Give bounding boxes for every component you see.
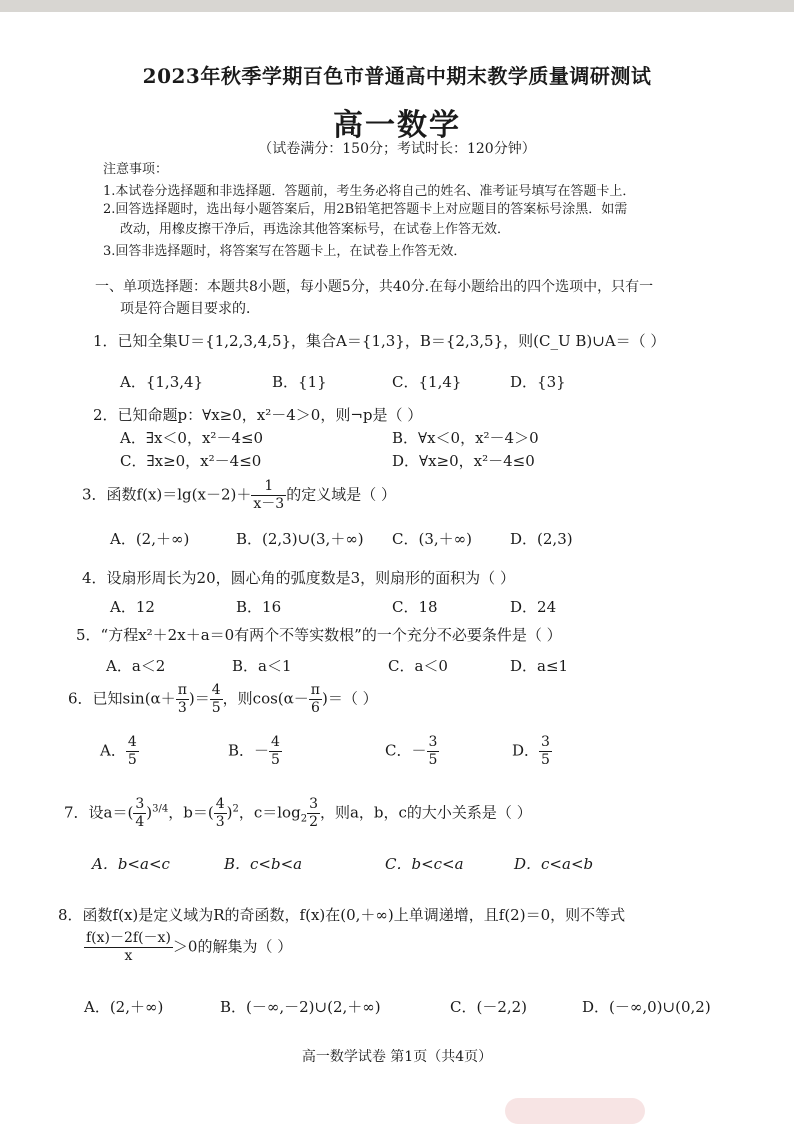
q7-log-base: 2 <box>300 813 308 825</box>
q7-b-exp: 2 <box>232 803 239 815</box>
q6-d-frac <box>539 734 552 769</box>
q3-stem-tail: 的定义域是（ ） <box>286 485 396 504</box>
subject-title: 高一数学 <box>333 108 461 143</box>
q6-stem-a: 6．已知sin(α＋ <box>68 689 176 708</box>
q2-option-a: A．∃x＜0，x²－4≤0 <box>120 429 264 447</box>
question-1-stem: 1．已知全集U＝{1,2,3,4,5}，集合A＝{1,3}，B＝{2,3,5}，则(C_U B)∪A＝（ ） <box>93 332 666 350</box>
q6-option-b <box>228 734 282 769</box>
q5-option-d: D．a≤1 <box>510 657 569 675</box>
q1-option-a: A．{1,3,4} <box>120 373 204 391</box>
q8-option-b: B．(－∞,－2)∪(2,＋∞) <box>220 998 381 1016</box>
q2-option-c: C．∃x≥0，x²－4≤0 <box>120 452 262 470</box>
q7-a-num: 3 <box>135 796 145 812</box>
q6-option-a <box>100 734 139 769</box>
q3-frac-den: x－3 <box>253 496 285 512</box>
q7-stem-b: ，b＝( <box>168 803 214 822</box>
q7-option-d: D．c<a<b <box>514 855 594 873</box>
q6-frac-4-5-num: 4 <box>211 682 221 698</box>
q7-stem-c: ，c＝log <box>238 803 301 822</box>
q6-stem-b: )＝ <box>188 689 210 708</box>
notes-item-2: 2.回答选择题时，选出每小题答案后，用2B铅笔把答题卡上对应题目的答案标号涂黑．如需 <box>103 202 628 217</box>
q8-stem-tail: ＞0的解集为（ ） <box>172 937 293 956</box>
q6-frac-pi-3 <box>176 682 189 717</box>
q4-option-a: A．12 <box>110 598 155 616</box>
q6-frac-4-5-den: 5 <box>211 700 221 716</box>
q5-option-c: C．a＜0 <box>388 657 448 675</box>
section-heading-cont: 项是符合题目要求的． <box>120 301 260 317</box>
question-6-stem <box>68 682 378 717</box>
q6-frac-4-5 <box>210 682 223 717</box>
q5-option-b: B．a＜1 <box>232 657 292 675</box>
question-5-stem: 5．“方程x²＋2x＋a＝0有两个不等实数根”的一个充分不必要条件是（ ） <box>76 626 562 644</box>
q3-option-b: B．(2,3)∪(3,＋∞) <box>236 530 364 548</box>
q6-d-num: 3 <box>541 734 550 750</box>
q7-b-num: 4 <box>215 796 225 812</box>
q3-frac-num: 1 <box>251 478 286 496</box>
q6-b-sign: － <box>254 741 270 760</box>
q8-option-a: A．(2,＋∞) <box>84 998 164 1016</box>
q6-option-d <box>512 734 552 769</box>
paper-stain <box>505 1098 645 1124</box>
q6-a-den: 5 <box>127 752 137 768</box>
q3-option-a: A．(2,＋∞) <box>110 530 190 548</box>
exam-meta: （试卷满分：150分；考试时长：120分钟） <box>258 141 536 157</box>
q3-option-c: C．(3,＋∞) <box>392 530 472 548</box>
q8-frac-den: x <box>124 948 133 964</box>
notes-item-2-cont: 改动，用橡皮擦干净后，再选涂其他答案标号，在试卷上作答无效． <box>120 222 511 237</box>
q7-a-den: 4 <box>135 814 145 830</box>
question-8-stem-cont <box>84 930 292 965</box>
q3-option-d: D．(2,3) <box>510 530 573 548</box>
q6-b-num: 4 <box>271 734 280 750</box>
q6-a-label: A． <box>100 741 126 760</box>
q7-c-frac <box>307 796 320 831</box>
q3-stem-text: 3．函数f(x)＝lg(x－2)＋ <box>82 485 252 504</box>
q1-option-c: C．{1,4} <box>392 373 462 391</box>
q6-stem-d: )＝（ ） <box>322 689 378 708</box>
question-7-stem: 7．设a＝( $\frac{3}{4}$ )$^{3/4}$，b＝( $\frac{4}{3}$ )$^2$，$c=\log_2$ $\frac{3}{2}$ ，则a，b，c的大小关系是（ ） <box>64 796 532 830</box>
page-footer: 高一数学试卷 第1页（共4页） <box>301 1049 493 1065</box>
q6-c-frac <box>427 734 440 769</box>
notes-item-1: 1.本试卷分选择题和非选择题．答题前，考生务必将自己的姓名、准考证号填写在答题卡上． <box>103 184 636 199</box>
question-4-stem: 4．设扇形周长为20，圆心角的弧度数是3，则扇形的面积为（ ） <box>82 569 515 587</box>
q7-c-num: 3 <box>309 796 318 812</box>
q7-option-c: C．b<c<a <box>385 855 464 873</box>
q6-b-frac <box>269 734 282 769</box>
q4-option-b: B．16 <box>236 598 282 616</box>
q8-option-d: D．(－∞,0)∪(0,2) <box>582 998 711 1016</box>
q6-c-num: 3 <box>428 734 438 750</box>
q7-option-b: B．c<b<a <box>224 855 303 873</box>
q7-option-a: A．b<a<c <box>92 855 170 873</box>
q7-c-den: 2 <box>309 814 318 830</box>
q4-option-d: D．24 <box>510 598 557 616</box>
q6-frac-pi-6 <box>309 682 322 717</box>
q6-frac-pi-6-num: π <box>310 682 320 698</box>
q1-option-d: D．{3} <box>510 373 566 391</box>
q6-frac-pi-3-den: 3 <box>177 700 187 716</box>
q8-option-c: C．(－2,2) <box>450 998 528 1016</box>
q7-b-den: 3 <box>215 814 225 830</box>
q6-d-den: 5 <box>541 752 550 768</box>
q6-a-num: 4 <box>127 734 137 750</box>
q6-c-den: 5 <box>428 752 438 768</box>
exam-title: 2023年秋季学期百色市普通高中期末教学质量调研测试 <box>142 64 652 88</box>
q7-stem-a: 7．设a＝( <box>64 803 134 822</box>
q6-c-label: C． <box>385 741 412 760</box>
q7-stem-d: ，则a，b，c的大小关系是（ ） <box>319 803 532 822</box>
q2-option-b: B．∀x＜0，x²－4＞0 <box>392 429 539 447</box>
notes-title: 注意事项： <box>103 162 169 177</box>
notes-item-3: 3.回答非选择题时，将答案写在答题卡上，在试卷上作答无效． <box>103 244 467 259</box>
q8-fraction <box>84 930 173 965</box>
q6-c-sign: － <box>411 741 427 760</box>
q6-option-c <box>385 734 439 769</box>
q6-b-label: B． <box>228 741 255 760</box>
q7-a-exp: 3/4 <box>152 803 169 815</box>
q6-d-label: D． <box>512 741 540 760</box>
scan-top-edge <box>0 0 794 12</box>
q6-frac-pi-6-den: 6 <box>310 700 320 716</box>
q4-option-c: C．18 <box>392 598 438 616</box>
question-2-stem: 2．已知命题p：∀x≥0，x²－4＞0，则¬p是（ ） <box>93 406 423 424</box>
q6-b-den: 5 <box>271 752 280 768</box>
q7-a-frac <box>133 796 146 831</box>
q8-frac-num: f(x)－2f(－x) <box>86 930 171 946</box>
q1-option-b: B．{1} <box>272 373 327 391</box>
q6-stem-c: ，则cos(α－ <box>222 689 309 708</box>
q6-a-frac <box>126 734 139 769</box>
q5-option-a: A．a＜2 <box>106 657 166 675</box>
question-3-stem <box>82 478 396 513</box>
q3-fraction <box>251 478 286 513</box>
q7-b-frac <box>214 796 227 831</box>
section-heading: 一、单项选择题：本题共8小题，每小题5分，共40分.在每小题给出的四个选项中，只有一 <box>95 279 654 295</box>
q6-frac-pi-3-num: π <box>177 682 187 698</box>
q2-option-d: D．∀x≥0，x²－4≤0 <box>392 452 535 470</box>
question-8-stem: 8．函数f(x)是定义域为R的奇函数，f(x)在(0,＋∞)上单调递增，且f(2)＝0，则不等式 <box>58 906 626 924</box>
